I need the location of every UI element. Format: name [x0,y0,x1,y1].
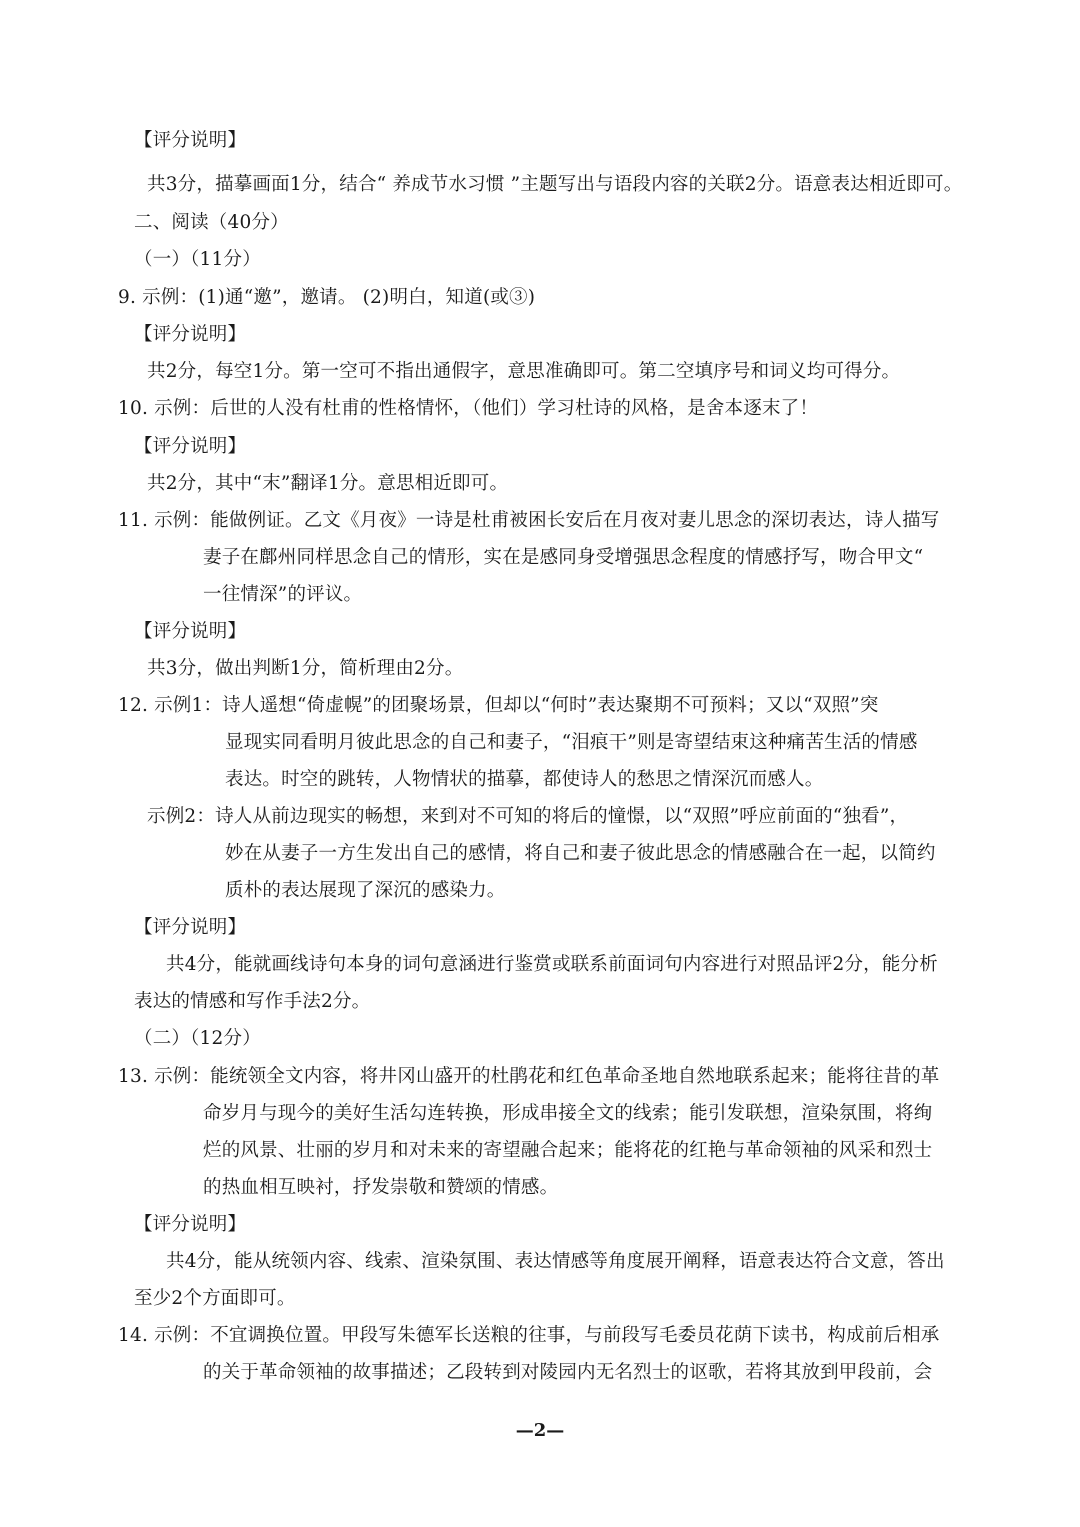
answer-13-continued: 命岁月与现今的美好生活勾连转换，形成串接全文的线索；能引发联想，渲染氛围，将绚 [203,1103,933,1124]
section-heading: 二、阅读（40分） [134,212,289,233]
answer-12-example-2-continued: 质朴的表达展现了深沉的感染力。 [225,880,506,901]
scoring-note-heading: 【评分说明】 [134,324,247,345]
answer-12-example-1-continued: 显现实同看明月彼此思念的自己和妻子，“泪痕干”则是寄望结束这种痛苦生活的情感 [225,732,918,753]
answer-11: 11. 示例：能做例证。乙文《月夜》一诗是杜甫被困长安后在月夜对妻儿思念的深切表达，诗人描写 [118,510,940,531]
subsection-heading: （二）（12分） [134,1028,261,1049]
scoring-note-heading: 【评分说明】 [134,621,247,642]
subsection-heading: （一）（11分） [134,249,261,270]
answer-9: 9. 示例：(1)通“邀”，邀请。 (2)明白，知道(或③) [118,287,536,308]
scoring-note-heading: 【评分说明】 [134,917,247,938]
scoring-note-text: 共2分，其中“末”翻译1分。意思相近即可。 [147,473,509,494]
answer-13: 13. 示例：能统领全文内容，将井冈山盛开的杜鹃花和红色革命圣地自然地联系起来；能将往昔的革 [118,1066,940,1087]
scoring-note-text: 共3分，做出判断1分，简析理由2分。 [147,658,464,679]
scoring-note-heading: 【评分说明】 [134,436,247,457]
answer-12-example-1: 12. 示例1：诗人遥想“倚虚幌”的团聚场景，但却以“何时”表达聚期不可预料；又以“双照”突 [118,695,879,716]
scoring-note-text: 共2分，每空1分。第一空可不指出通假字，意思准确即可。第二空填序号和词义均可得分。 [147,361,901,382]
scoring-note-text: 共4分，能就画线诗句本身的词句意涵进行鉴赏或联系前面词句内容进行对照品评2分，能分析 [166,954,938,975]
answer-12-example-2-continued: 妙在从妻子一方生发出自己的感情，将自己和妻子彼此思念的情感融合在一起，以简约 [225,843,936,864]
answer-12-example-1-continued: 表达。时空的跳转，人物情状的描摹，都使诗人的愁思之情深沉而感人。 [225,769,824,790]
answer-11-continued: 妻子在鄜州同样思念自己的情形，实在是感同身受增强思念程度的情感抒写，吻合甲文“ [203,547,924,568]
answer-11-continued: 一往情深”的评议。 [203,584,363,605]
answer-14-continued: 的关于革命领袖的故事描述；乙段转到对陵园内无名烈士的讴歌，若将其放到甲段前，会 [203,1362,933,1383]
scoring-note-text-continued: 至少2个方面即可。 [134,1288,296,1309]
scoring-note-text: 共3分，描摹画面1分，结合“ 养成节水习惯 ”主题写出与语段内容的关联2分。语意表达相近即可。 [147,174,963,195]
answer-13-continued: 烂的风景、壮丽的岁月和对未来的寄望融合起来；能将花的红艳与革命领袖的风采和烈士 [203,1140,933,1161]
answer-13-continued: 的热血相互映衬，抒发崇敬和赞颂的情感。 [203,1177,559,1198]
answer-14: 14. 示例：不宜调换位置。甲段写朱德军长送粮的往事，与前段写毛委员花荫下读书，构成前后相承 [118,1325,940,1346]
scoring-note-text: 共4分，能从统领内容、线索、渲染氛围、表达情感等角度展开阐释，语意表达符合文意，答出 [166,1251,945,1272]
answer-10: 10. 示例：后世的人没有杜甫的性格情怀，（他们）学习杜诗的风格，是舍本逐末了！ [118,398,819,419]
page-number: —2— [515,1420,565,1441]
scoring-note-heading: 【评分说明】 [134,130,247,151]
answer-12-example-2: 示例2：诗人从前边现实的畅想，来到对不可知的将后的憧憬，以“双照”呼应前面的“独看”， [147,806,909,827]
scoring-note-text-continued: 表达的情感和写作手法2分。 [134,991,371,1012]
scoring-note-heading: 【评分说明】 [134,1214,247,1235]
